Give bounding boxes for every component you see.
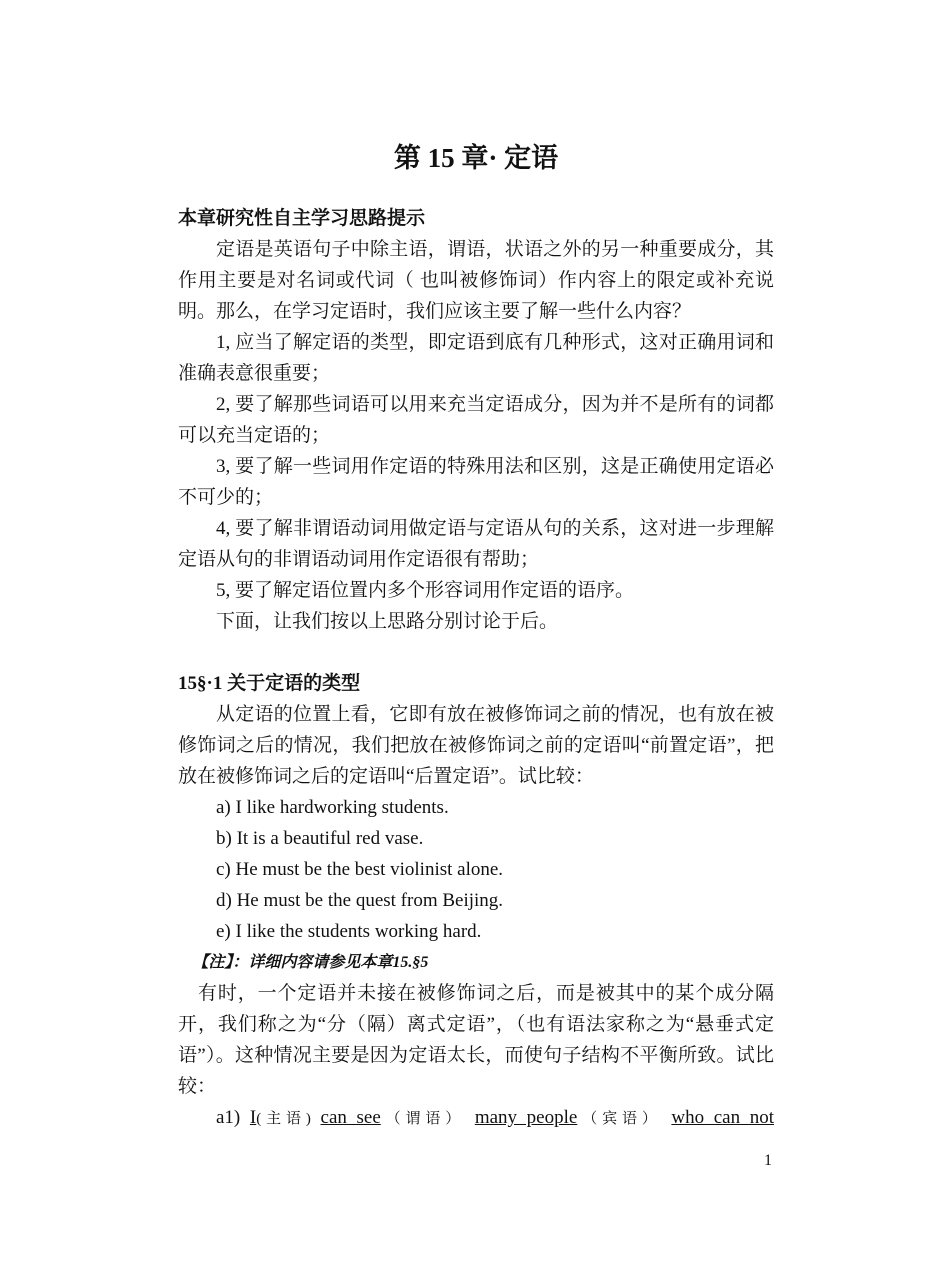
example-a1-object-tag: （宾语） [577,1111,662,1127]
example-a1-rest: who can not [671,1107,775,1128]
intro-closing: 下面，让我们按以上思路分别讨论于后。 [216,611,559,632]
intro-heading: 本章研究性自主学习思路提示 [178,208,426,229]
section-spacer [178,637,774,668]
example-d: d) He must be the quest from Beijing. [216,890,504,911]
example-a1-object: many people [474,1107,578,1128]
intro-paragraph: 定语是英语句子中除主语，谓语，状语之外的另一种重要成分，其作用主要是对名词或代词（ 也叫被修饰词）作内容上的限定或补充说明。那么，在学习定语时，我们应该主要了解一些什么内容？ [178,239,774,322]
note-text: 【注】：详细内容请参见本章15.§5 [192,954,429,971]
example-a1-verb: can see [320,1107,381,1128]
chapter-title: 第 15 章· 定语 [393,143,559,173]
intro-item-2: 2, 要了解那些词语可以用来充当定语成分，因为并不是所有的词都可以充当定语的； [178,394,774,446]
example-b: b) It is a beautiful red vase. [216,828,424,849]
document-body [178,203,774,1135]
intro-item-3: 3, 要了解一些词用作定语的特殊用法和区别，这是正确使用定语必不可少的； [178,456,774,508]
intro-item-5: 5, 要了解定语位置内多个形容词用作定语的语序。 [216,580,635,601]
example-a1-label: a1) [216,1107,241,1128]
section-paragraph-2: 有时，一个定语并未接在被修饰词之后，而是被其中的某个成分隔开，我们称之为“分（隔）离式定语”，（也有语法家称之为“悬垂式定语”）。这种情况主要是因为定语太长，而使句子结构不平衡所致。试比较： [178,983,774,1097]
section-paragraph-1: 从定语的位置上看，它即有放在被修饰词之前的情况，也有放在被修饰词之后的情况，我们把放在被修饰词之前的定语叫“前置定语”，把放在被修饰词之后的定语叫“后置定语”。试比较： [178,704,774,787]
section-heading: 15§·1 关于定语的类型 [178,673,361,694]
example-a1-verb-tag: （谓语） [380,1111,466,1127]
example-a1-subject-tag: (主语) [256,1111,311,1127]
example-a1-subject: I [249,1107,257,1128]
intro-item-4: 4, 要了解非谓语动词用做定语与定语从句的关系，这对进一步理解定语从句的非谓语动词用作定语很有帮助； [178,518,774,570]
page-number: 1 [764,1152,772,1169]
example-e: e) I like the students working hard. [216,921,482,942]
example-c: c) He must be the best violinist alone. [216,859,504,880]
intro-item-1: 1, 应当了解定语的类型，即定语到底有几种形式，这对正确用词和准确表意很重要； [178,332,774,384]
example-a1 [178,1102,774,1135]
example-a: a) I like hardworking students. [216,797,449,818]
